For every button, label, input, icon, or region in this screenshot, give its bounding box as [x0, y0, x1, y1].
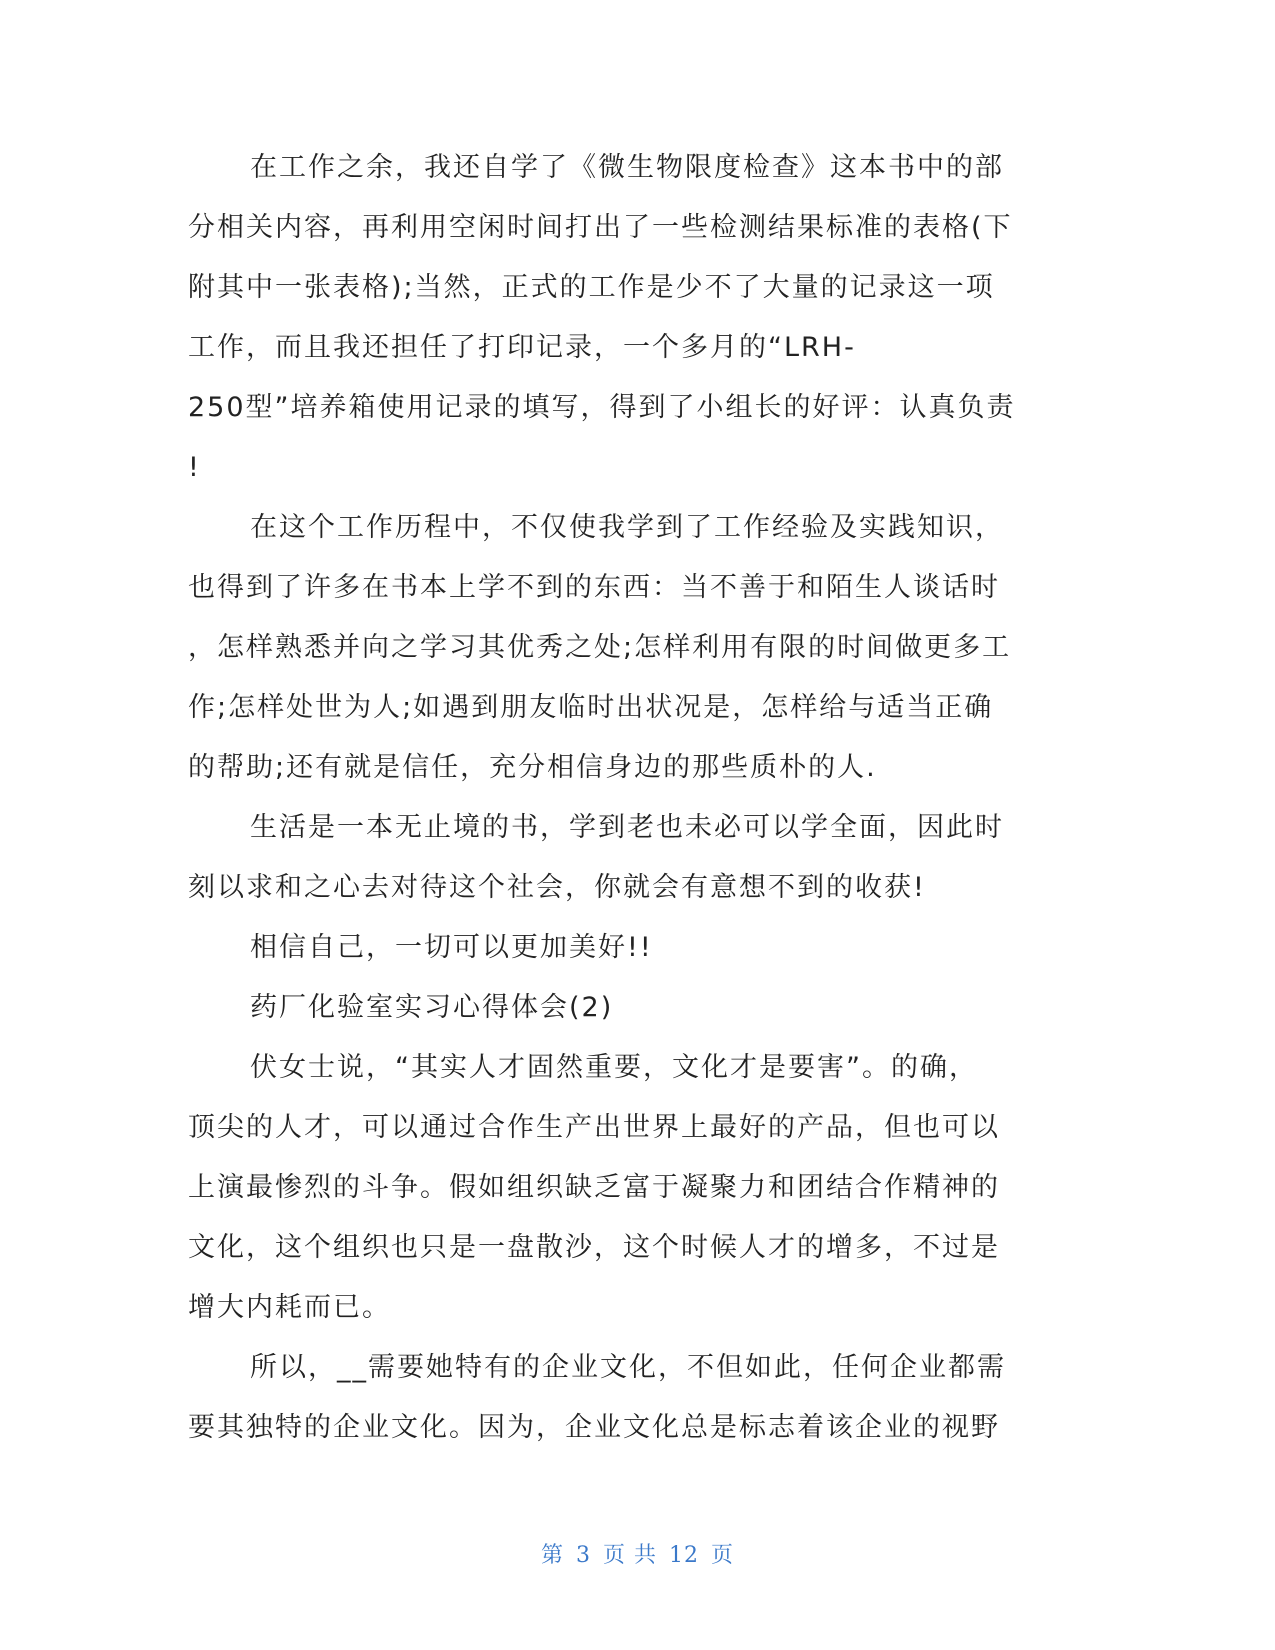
text-line: 的帮助;还有就是信任，充分相信身边的那些质朴的人. [188, 752, 877, 783]
text-line: 也得到了许多在书本上学不到的东西：当不善于和陌生人谈话时 [188, 572, 1000, 603]
text-line: 要其独特的企业文化。因为，企业文化总是标志着该企业的视野 [188, 1412, 1000, 1443]
section-heading: 药厂化验室实习心得体会(2) [250, 992, 614, 1023]
text-line: 增大内耗而已。 [188, 1292, 391, 1323]
document-body [188, 138, 1083, 1458]
text-line: 相信自己，一切可以更加美好!! [250, 932, 653, 963]
text-line: 在工作之余，我还自学了《微生物限度检查》这本书中的部 [250, 152, 1004, 183]
text-line: 所以，__需要她特有的企业文化，不但如此，任何企业都需 [250, 1352, 1006, 1383]
text-line: 在这个工作历程中，不仅使我学到了工作经验及实践知识， [250, 512, 1004, 543]
text-line: 分相关内容，再利用空闲时间打出了一些检测结果标准的表格(下 [188, 212, 1013, 243]
text-line: 文化，这个组织也只是一盘散沙，这个时候人才的增多，不过是 [188, 1232, 1000, 1263]
text-line: 生活是一本无止境的书，学到老也未必可以学全面，因此时 [250, 812, 1004, 843]
text-line: ! [188, 452, 201, 483]
text-line: 250型”培养箱使用记录的填写，得到了小组长的好评：认真负责 [188, 392, 1016, 423]
text-line: 上演最惨烈的斗争。假如组织缺乏富于凝聚力和团结合作精神的 [188, 1172, 1000, 1203]
footer-middle: 页 共 [603, 1543, 657, 1568]
footer-prefix: 第 [540, 1543, 564, 1568]
text-line: 伏女士说，“其实人才固然重要，文化才是要害”。的确， [250, 1052, 978, 1083]
text-line: ，怎样熟悉并向之学习其优秀之处;怎样利用有限的时间做更多工 [188, 632, 1012, 663]
text-line: 顶尖的人才，可以通过合作生产出世界上最好的产品，但也可以 [188, 1112, 1000, 1143]
page-number-footer [0, 1538, 1275, 1569]
text-line: 附其中一张表格);当然，正式的工作是少不了大量的记录这一项 [188, 272, 995, 303]
current-page-number: 3 [576, 1543, 591, 1568]
footer-suffix: 页 [711, 1543, 735, 1568]
total-page-count: 12 [669, 1543, 699, 1568]
text-line: 工作，而且我还担任了打印记录，一个多月的“LRH- [188, 332, 856, 363]
text-line: 作;怎样处世为人;如遇到朋友临时出状况是，怎样给与适当正确 [188, 692, 994, 723]
text-line: 刻以求和之心去对待这个社会，你就会有意想不到的收获! [188, 872, 926, 903]
